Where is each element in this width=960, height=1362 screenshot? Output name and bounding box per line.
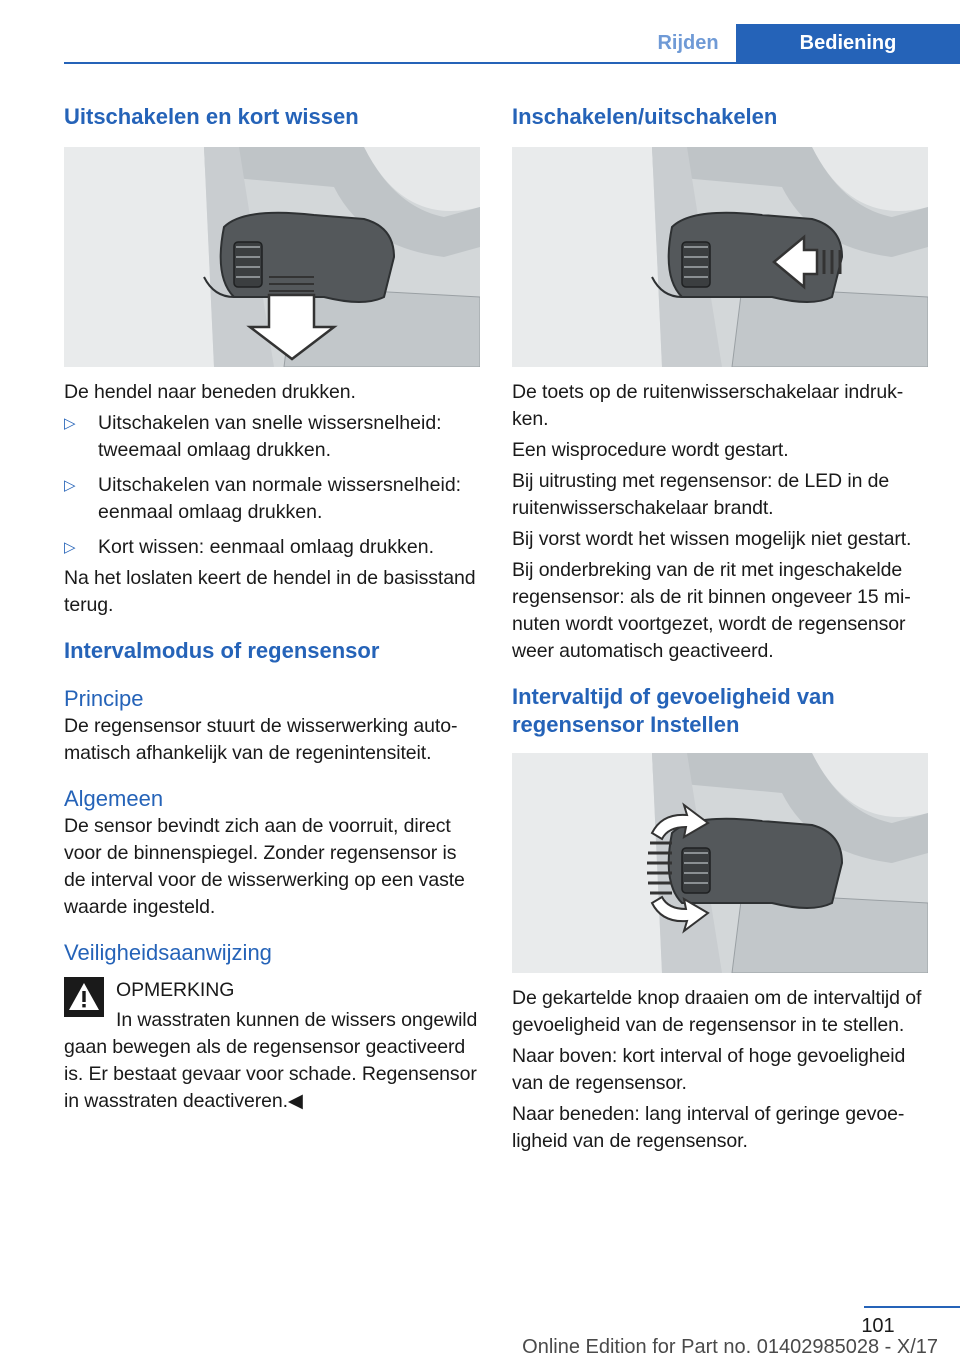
list-item: ▷ Uitschakelen van snelle wissersnelheid: tweemaal omlaag drukken.: [64, 412, 442, 461]
paragraph-onderbreking: Bij onderbreking van de rit met ingeschakelde regensensor: als de rit binnen ongeveer 15 minuten wordt voortgezet, wordt de regensensor weer automatisch geactiveerd.: [512, 559, 911, 662]
right-column: [512, 100, 928, 1155]
subheading-principe: Principe: [64, 686, 144, 711]
warning-block: [64, 977, 480, 1115]
subheading-algemeen: Algemeen: [64, 786, 164, 811]
page-number: 101: [861, 1315, 895, 1337]
figure-knurled-knob: [512, 753, 928, 973]
bullet-list: [64, 410, 480, 561]
footer-edition: Online Edition for Part no. 01402985028 - X/17: [522, 1336, 938, 1358]
paragraph-led: Bij uitrusting met regensensor: de LED in de ruitenwisserschakelaar brandt.: [512, 470, 890, 519]
paragraph-toets: De toets op de ruitenwisserschakelaar indrukken.: [512, 381, 904, 430]
footer-divider: [864, 1306, 960, 1308]
page-header: [0, 24, 960, 62]
section-heading-uitschakelen: Uitschakelen en kort wissen: [64, 104, 359, 129]
paragraph-gekartelde-knop: De gekartelde knop draaien om de intervaltijd of gevoeligheid van de regensensor in te stellen.: [512, 987, 922, 1036]
figure-button-press: [512, 147, 928, 367]
section-heading-inschakelen: Inschakelen/uitschakelen: [512, 104, 778, 129]
warning-triangle-icon: [64, 977, 104, 1017]
knob-illustration: [512, 753, 928, 973]
list-item: ▷ Kort wissen: eenmaal omlaag drukken.: [64, 534, 480, 561]
lever-illustration: [64, 147, 480, 367]
paragraph-algemeen: De sensor bevindt zich aan de voorruit, direct voor de binnenspiegel. Zonder regensensor is de interval voor de wisserwerking op een vaste waarde ingesteld.: [64, 815, 465, 918]
tab-bediening[interactable]: Bediening: [736, 24, 960, 62]
warning-text: In wasstraten kunnen de wissers ongewild gaan bewegen als de regensensor geactiveerd is. Er bestaat gevaar voor schade. Regensensor in wasstraten deactiveren.◀: [64, 1009, 478, 1112]
paragraph-naar-boven: Naar boven: kort interval of hoge gevoeligheid van de regensensor.: [512, 1045, 906, 1094]
triangle-bullet-icon: ▷: [64, 415, 76, 432]
warning-title: OPMERKING: [116, 979, 235, 1001]
section-heading-intervalmodus: Intervalmodus of regensensor: [64, 638, 380, 663]
paragraph-principe: De regensensor stuurt de wisserwerking automatisch afhankelijk van de regenintensiteit.: [64, 715, 458, 764]
subheading-veiligheid: Veiligheidsaanwijzing: [64, 940, 272, 965]
paragraph-loslaten: Na het loslaten keert de hendel in de basisstand terug.: [64, 567, 476, 616]
left-column: [64, 100, 480, 1115]
paragraph-wisprocedure: Een wisprocedure wordt gestart.: [512, 439, 789, 461]
triangle-bullet-icon: ▷: [64, 477, 76, 494]
figure-lever-press-down: [64, 147, 480, 367]
section-heading-intervaltijd: Intervaltijd of gevoeligheid van regensensor Instellen: [512, 684, 835, 737]
triangle-bullet-icon: ▷: [64, 539, 76, 556]
tab-rijden[interactable]: Rijden: [657, 32, 719, 54]
paragraph-vorst: Bij vorst wordt het wissen mogelijk niet gestart.: [512, 528, 912, 550]
caption-press-down: De hendel naar beneden drukken.: [64, 381, 356, 403]
header-divider: [64, 62, 960, 64]
paragraph-naar-beneden: Naar beneden: lang interval of geringe gevoeligheid van de regensensor.: [512, 1103, 905, 1152]
list-item: ▷ Uitschakelen van normale wissersnelheid: eenmaal omlaag drukken.: [64, 474, 462, 523]
button-illustration: [512, 147, 928, 367]
